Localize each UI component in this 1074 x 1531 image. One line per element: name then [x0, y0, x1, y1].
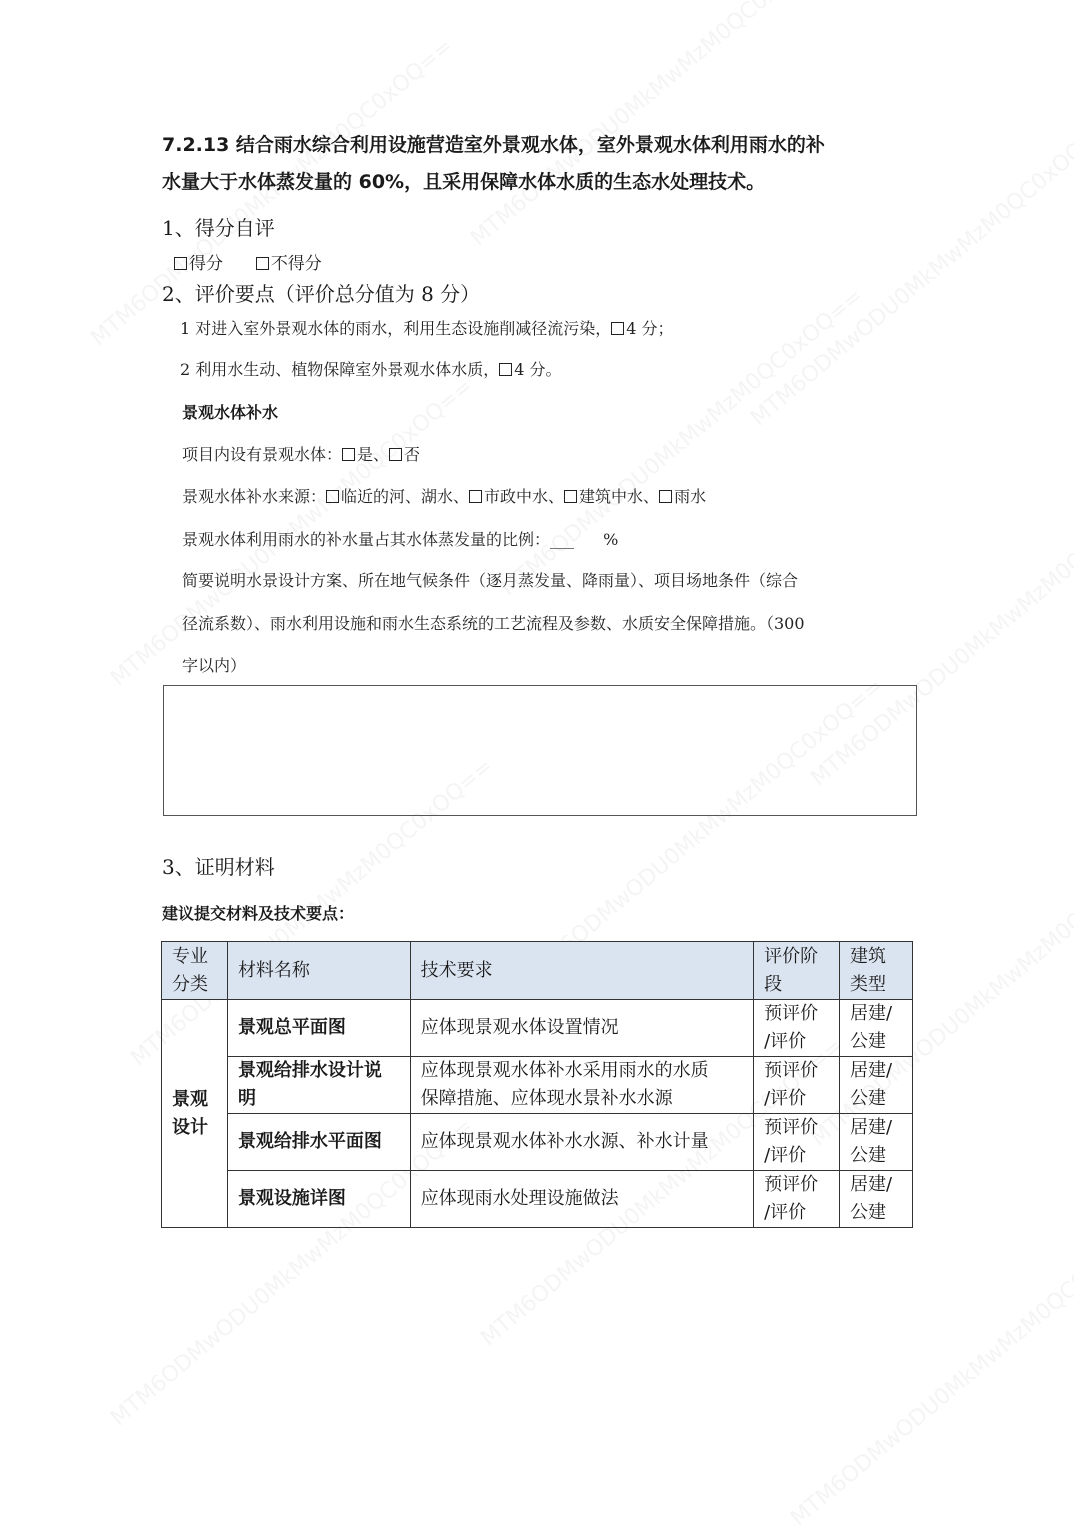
- watermark-text: [746, 114, 1074, 432]
- source-opt3-label: 建筑中水、: [579, 487, 660, 506]
- ratio-unit: %: [603, 530, 619, 549]
- eval-point-2: [180, 357, 562, 380]
- point1-score: 4 分；: [626, 319, 674, 338]
- clause-title-line2: 水量大于水体蒸发量的 60%，且采用保障水体水质的生态水处理技术。: [162, 171, 766, 193]
- has-water-label: 项目内设有景观水体：: [182, 445, 343, 464]
- section2-heading: 2、评价要点（评价总分值为 8 分）: [162, 282, 481, 306]
- section3-subheading: 建议提交材料及技术要点：: [162, 904, 355, 923]
- ratio-row: [182, 527, 618, 550]
- tech-req-cell: 应体现雨水处理设施做法: [410, 1171, 753, 1228]
- has-water-row: [182, 442, 420, 465]
- point2-text: 2 利用水生动、植物保障室外景观水体水质，: [180, 360, 500, 379]
- description-line-1: 简要说明水景设计方案、所在地气候条件（逐月蒸发量、降雨量）、项目场地条件（综合: [182, 571, 799, 590]
- header-stage: 评价阶 段: [754, 942, 840, 1000]
- source-opt1-checkbox[interactable]: [326, 490, 339, 503]
- point1-checkbox[interactable]: [611, 322, 624, 335]
- header-tech-req: 技术要求: [410, 942, 753, 1000]
- table-row: [162, 1171, 913, 1228]
- header-category: 专业 分类: [162, 942, 228, 1000]
- category-cell: 景观 设计: [162, 1000, 228, 1228]
- water-source-row: [182, 484, 706, 507]
- stage-cell: 预评价 /评价: [754, 1114, 840, 1171]
- point2-score: 4 分。: [514, 360, 562, 379]
- source-opt3-checkbox[interactable]: [564, 490, 577, 503]
- has-water-yes-label: 是、: [357, 445, 390, 464]
- building-type-cell: 居建/ 公建: [840, 1057, 913, 1114]
- self-score-options: [174, 249, 322, 274]
- noscore-label: 不得分: [270, 254, 322, 274]
- stage-cell: 预评价 /评价: [754, 1000, 840, 1057]
- score-label: 得分: [189, 254, 223, 274]
- point1-text: 1 对进入室外景观水体的雨水，利用生态设施削减径流污染，: [180, 319, 612, 338]
- building-type-cell: 居建/ 公建: [840, 1171, 913, 1228]
- source-opt2-checkbox[interactable]: [469, 490, 482, 503]
- building-type-cell: 居建/ 公建: [840, 1114, 913, 1171]
- source-opt1-label: 临近的河、湖水、: [341, 487, 470, 506]
- materials-table: [161, 941, 913, 1228]
- table-row: [162, 1114, 913, 1171]
- source-label: 景观水体补水来源：: [182, 487, 327, 506]
- description-line-3: 字以内）: [182, 656, 247, 675]
- ratio-input-blank[interactable]: ___: [550, 530, 575, 549]
- watermark-text: [786, 1214, 1074, 1531]
- noscore-checkbox[interactable]: [256, 257, 269, 270]
- header-material-name: 材料名称: [227, 942, 410, 1000]
- point2-checkbox[interactable]: [499, 363, 512, 376]
- tech-req-cell: 应体现景观水体补水采用雨水的水质 保障措施、应体现水景补水水源: [410, 1057, 753, 1114]
- stage-cell: 预评价 /评价: [754, 1057, 840, 1114]
- description-textbox[interactable]: [163, 685, 917, 816]
- material-name-cell: 景观给排水设计说 明: [227, 1057, 410, 1114]
- header-building-type: 建筑 类型: [840, 942, 913, 1000]
- stage-cell: 预评价 /评价: [754, 1171, 840, 1228]
- ratio-label: 景观水体利用雨水的补水量占其水体蒸发量的比例：: [182, 530, 551, 549]
- source-opt4-checkbox[interactable]: [659, 490, 672, 503]
- source-opt2-label: 市政中水、: [484, 487, 565, 506]
- material-name-cell: 景观设施详图: [227, 1171, 410, 1228]
- material-name-cell: 景观给排水平面图: [227, 1114, 410, 1171]
- score-checkbox[interactable]: [174, 257, 187, 270]
- has-water-no-checkbox[interactable]: [389, 448, 402, 461]
- table-header-row: [162, 942, 913, 1000]
- tech-req-cell: 应体现景观水体设置情况: [410, 1000, 753, 1057]
- description-line-2: 径流系数）、雨水利用设施和雨水生态系统的工艺流程及参数、水质安全保障措施。（300: [182, 614, 805, 633]
- clause-title-line1: 7.2.13 结合雨水综合利用设施营造室外景观水体，室外景观水体利用雨水的补: [162, 134, 825, 156]
- table-row: [162, 1057, 913, 1114]
- watermark-text: [466, 0, 838, 251]
- material-name-cell: 景观总平面图: [227, 1000, 410, 1057]
- table-row: [162, 1000, 913, 1057]
- section1-heading: 1、得分自评: [162, 216, 275, 240]
- has-water-yes-checkbox[interactable]: [342, 448, 355, 461]
- section3-heading: 3、证明材料: [162, 855, 275, 879]
- has-water-no-label: 否: [404, 445, 421, 464]
- eval-point-1: [180, 316, 674, 339]
- water-supply-subheading: 景观水体补水: [182, 403, 279, 422]
- tech-req-cell: 应体现景观水体补水水源、补水计量: [410, 1114, 753, 1171]
- source-opt4-label: 雨水: [674, 487, 707, 506]
- building-type-cell: 居建/ 公建: [840, 1000, 913, 1057]
